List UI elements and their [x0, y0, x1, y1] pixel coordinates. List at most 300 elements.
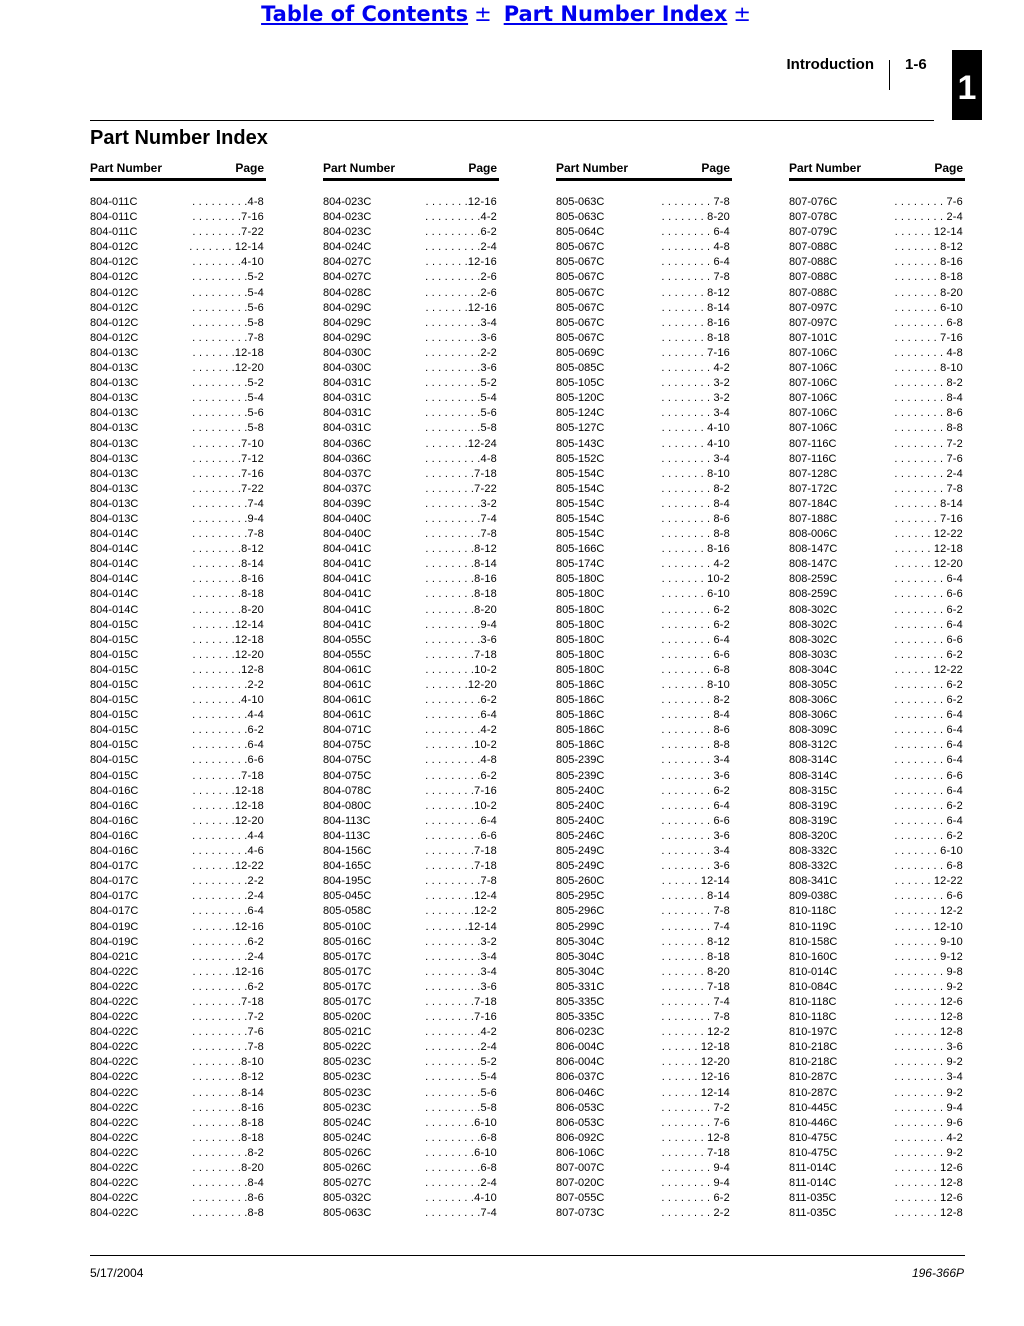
- index-entry: [90, 814, 266, 829]
- part-number: 804-015C: [90, 648, 139, 661]
- index-entry: [323, 738, 499, 753]
- page-reference: . . . . . . .12-20: [192, 814, 264, 827]
- part-number: 805-249C: [556, 845, 605, 858]
- index-entry: [323, 618, 499, 633]
- index-entry: [323, 904, 499, 919]
- index-entry: [323, 316, 499, 331]
- part-number: 805-063C: [323, 1207, 372, 1220]
- index-entry: [90, 829, 266, 844]
- index-entry: [90, 935, 266, 950]
- footer-date: 5/17/2004: [90, 1266, 144, 1280]
- part-number: 805-239C: [556, 754, 605, 767]
- index-entry: [789, 633, 965, 648]
- index-entry: [789, 316, 965, 331]
- page-reference: . . . . . . . 8-18: [894, 271, 963, 284]
- part-number: 804-022C: [90, 1041, 139, 1054]
- page-reference: . . . . . . . 12-8: [894, 1026, 963, 1039]
- part-number: 804-036C: [323, 437, 372, 450]
- page-reference: . . . . . . . . 7-4: [661, 995, 730, 1008]
- index-entry: [556, 1191, 732, 1206]
- page-reference: . . . . . . . . .5-2: [425, 377, 497, 390]
- part-number: 804-017C: [90, 860, 139, 873]
- index-entry: [90, 1040, 266, 1055]
- part-number: 804-022C: [90, 1146, 139, 1159]
- part-number: 804-016C: [90, 814, 139, 827]
- index-entry: [323, 935, 499, 950]
- index-entry: [789, 270, 965, 285]
- part-number: 807-106C: [789, 346, 838, 359]
- part-number: 804-022C: [90, 1192, 139, 1205]
- page-reference: . . . . . . . .7-22: [192, 226, 264, 239]
- index-entry: [789, 1146, 965, 1161]
- index-entry: [90, 1131, 266, 1146]
- index-entry: [789, 572, 965, 587]
- page-reference: . . . . . . . . 3-4: [661, 407, 730, 420]
- index-entry: [556, 874, 732, 889]
- page-reference: . . . . . . . . 9-6: [894, 1116, 963, 1129]
- index-entry: [556, 663, 732, 678]
- index-entry: [556, 995, 732, 1010]
- page-reference: . . . . . . . . 3-4: [661, 845, 730, 858]
- part-number: 805-331C: [556, 980, 605, 993]
- part-number: 811-035C: [789, 1207, 837, 1220]
- page-reference: . . . . . . . 8-18: [661, 950, 730, 963]
- part-number: 805-024C: [323, 1116, 372, 1129]
- index-entry: [789, 1010, 965, 1025]
- part-number: 805-023C: [323, 1086, 372, 1099]
- index-entry: [323, 603, 499, 618]
- index-entry: [789, 980, 965, 995]
- page-reference: . . . . . . . .8-12: [192, 543, 264, 556]
- index-entry: [90, 270, 266, 285]
- page-reference: . . . . . . . .7-16: [192, 211, 264, 224]
- page-reference: . . . . . . . . 3-4: [661, 452, 730, 465]
- part-number: 804-015C: [90, 709, 139, 722]
- index-entry: [556, 678, 732, 693]
- page-reference: . . . . . . . 10-2: [661, 573, 730, 586]
- toc-link[interactable]: Table of Contents: [261, 2, 469, 26]
- part-number: 805-143C: [556, 437, 605, 450]
- part-number: 804-011C: [90, 196, 138, 208]
- part-number: 805-021C: [323, 1026, 372, 1039]
- page-reference: . . . . . . . . .4-4: [192, 709, 264, 722]
- index-entry: [789, 1055, 965, 1070]
- index-entry: [556, 195, 732, 210]
- index-entry: [90, 950, 266, 965]
- index-entry: [556, 965, 732, 980]
- page-reference: . . . . . . .12-16: [192, 920, 264, 933]
- page-reference: . . . . . . . . 6-4: [661, 256, 730, 269]
- index-entry: [789, 482, 965, 497]
- part-number: 811-035C: [789, 1192, 837, 1205]
- page-header: Page: [934, 161, 963, 175]
- part-number: 804-015C: [90, 754, 139, 767]
- index-entry: [556, 648, 732, 663]
- part-number: 806-023C: [556, 1026, 605, 1039]
- page-reference: . . . . . . . . .9-4: [192, 512, 264, 525]
- index-entry: [789, 950, 965, 965]
- index-entry: [90, 497, 266, 512]
- index-entry: [90, 376, 266, 391]
- index-entry: [789, 225, 965, 240]
- page-reference: . . . . . . . . .3-6: [425, 362, 497, 375]
- page-reference: . . . . . . . .7-10: [192, 437, 264, 450]
- part-number: 804-013C: [90, 422, 139, 435]
- page-reference: . . . . . . . .7-18: [192, 995, 264, 1008]
- part-number: 805-010C: [323, 920, 372, 933]
- index-entry: [789, 618, 965, 633]
- part-number: 804-037C: [323, 482, 372, 495]
- part-number: 805-017C: [323, 995, 372, 1008]
- page-reference: . . . . . . . .8-12: [192, 1071, 264, 1084]
- index-entry: [323, 240, 499, 255]
- index-entry: [789, 920, 965, 935]
- page-reference: . . . . . . . . .6-4: [192, 905, 264, 918]
- part-number: 805-186C: [556, 679, 605, 691]
- part-number: 807-097C: [789, 316, 838, 329]
- page-reference: . . . . . . . . .4-8: [192, 196, 264, 208]
- index-entry: [789, 587, 965, 602]
- part-number: 805-017C: [323, 980, 372, 993]
- part-number: 804-013C: [90, 346, 139, 359]
- page-reference: . . . . . . . 6-10: [661, 588, 730, 601]
- part-number: 804-015C: [90, 694, 139, 707]
- index-entry: [323, 708, 499, 723]
- page-reference: . . . . . . . . .7-8: [192, 1041, 264, 1054]
- page-reference: . . . . . . . .6-10: [425, 1146, 497, 1159]
- part-number: 810-084C: [789, 980, 838, 993]
- index-entry: [90, 512, 266, 527]
- index-entry: [789, 346, 965, 361]
- part-number: 804-024C: [323, 241, 372, 254]
- index-rows: [90, 195, 266, 1221]
- index-rows: [323, 195, 499, 1221]
- page-reference: . . . . . . . . 3-6: [661, 860, 730, 873]
- index-entry: [789, 995, 965, 1010]
- index-entry: [90, 738, 266, 753]
- page-reference: . . . . . . . . 6-6: [894, 633, 963, 646]
- index-entry: [556, 1146, 732, 1161]
- part-number: 809-038C: [789, 890, 838, 903]
- index-entry: [789, 301, 965, 316]
- page-reference: . . . . . . .12-16: [425, 256, 497, 269]
- part-number: 811-014C: [789, 1177, 837, 1190]
- page-reference: . . . . . . . 12-14: [189, 241, 264, 254]
- part-number: 804-022C: [90, 1056, 139, 1069]
- page-reference: . . . . . . . . 6-4: [661, 226, 730, 239]
- page-reference: . . . . . . . . .2-2: [192, 875, 264, 888]
- page-reference: . . . . . . . .7-18: [425, 467, 497, 480]
- index-entry: [556, 527, 732, 542]
- index-rows: [556, 195, 732, 1221]
- part-number: 808-312C: [789, 739, 838, 752]
- part-number: 804-041C: [323, 603, 372, 616]
- part-number: 804-023C: [323, 226, 372, 239]
- part-number: 804-013C: [90, 467, 139, 480]
- page-reference: . . . . . . . . 8-2: [661, 482, 730, 495]
- part-number: 805-304C: [556, 965, 605, 978]
- top-navigation: [0, 0, 1024, 28]
- part-number: 805-180C: [556, 573, 605, 586]
- part-number: 804-031C: [323, 377, 372, 390]
- index-entry: [556, 482, 732, 497]
- part-number: 806-053C: [556, 1101, 605, 1114]
- index-entry: [90, 572, 266, 587]
- part-number: 804-013C: [90, 497, 139, 510]
- page-reference: . . . . . . . . .2-4: [192, 890, 264, 903]
- part-number: 804-041C: [323, 573, 372, 586]
- part-number: 805-186C: [556, 739, 605, 752]
- part-number: 807-088C: [789, 271, 838, 284]
- part-number: 804-013C: [90, 482, 139, 495]
- part-number: 805-166C: [556, 543, 605, 556]
- index-entry: [789, 769, 965, 784]
- index-entry: [323, 587, 499, 602]
- part-number: 804-014C: [90, 573, 139, 586]
- index-entry: [323, 920, 499, 935]
- page-reference: . . . . . . . 8-16: [661, 543, 730, 556]
- page-reference: . . . . . . . . .6-6: [192, 754, 264, 767]
- index-entry: [789, 1086, 965, 1101]
- index-entry: [323, 1101, 499, 1116]
- page-reference: . . . . . . . . 7-8: [661, 196, 730, 208]
- part-number: 806-004C: [556, 1056, 605, 1069]
- index-entry: [789, 738, 965, 753]
- page-reference: . . . . . . . . .7-6: [192, 1026, 264, 1039]
- index-entry: [789, 210, 965, 225]
- part-number: 804-022C: [90, 1026, 139, 1039]
- header-rule: [90, 120, 934, 121]
- part-number: 805-295C: [556, 890, 605, 903]
- page-reference: . . . . . . . 4-10: [661, 422, 730, 435]
- part-number-header: Part Number: [323, 161, 396, 175]
- part-number: 807-101C: [789, 331, 838, 344]
- index-entry: [90, 799, 266, 814]
- page-reference: . . . . . . . 8-12: [894, 241, 963, 254]
- page-reference: . . . . . . . . 8-4: [661, 709, 730, 722]
- page-reference: . . . . . . . .8-12: [425, 543, 497, 556]
- page-reference: . . . . . . . 12-6: [894, 1192, 963, 1205]
- index-entry: [789, 904, 965, 919]
- index-entry: [90, 995, 266, 1010]
- part-number: 806-092C: [556, 1131, 605, 1144]
- part-number: 805-064C: [556, 226, 605, 239]
- index-entry: [556, 633, 732, 648]
- index-entry: [323, 1176, 499, 1191]
- index-entry: [90, 1086, 266, 1101]
- page-reference: . . . . . . 12-14: [894, 226, 963, 239]
- index-entry: [90, 316, 266, 331]
- part-number: 810-287C: [789, 1071, 838, 1084]
- page-reference: . . . . . . . 8-16: [661, 316, 730, 329]
- part-number: 805-017C: [323, 965, 372, 978]
- part-number: 804-012C: [90, 271, 139, 284]
- part-number: 810-445C: [789, 1101, 838, 1114]
- page-reference: . . . . . . .12-14: [425, 920, 497, 933]
- page-reference: . . . . . . . .8-10: [192, 1056, 264, 1069]
- index-entry: [323, 950, 499, 965]
- part-number: 807-088C: [789, 256, 838, 269]
- page-reference: . . . . . . . . .5-8: [425, 422, 497, 435]
- index-entry: [90, 889, 266, 904]
- index-entry: [789, 1070, 965, 1085]
- part-number: 807-184C: [789, 497, 838, 510]
- part-number: 804-029C: [323, 301, 372, 314]
- page-reference: . . . . . . . . .6-4: [425, 814, 497, 827]
- page-reference: . . . . . . . . 6-6: [894, 890, 963, 903]
- page-reference: . . . . . . . . 6-2: [894, 799, 963, 812]
- page-reference: . . . . . . . . .5-6: [192, 301, 264, 314]
- page-reference: . . . . . . . 8-16: [894, 256, 963, 269]
- part-number: 804-014C: [90, 558, 139, 571]
- part-number: 806-046C: [556, 1086, 605, 1099]
- page-reference: . . . . . . . . .6-4: [192, 739, 264, 752]
- page-reference: . . . . . . . . .9-4: [425, 618, 497, 631]
- index-entry: [323, 784, 499, 799]
- index-entry: [90, 723, 266, 738]
- page-reference: . . . . . . . 7-16: [894, 512, 963, 525]
- page-reference: . . . . . . . . .6-2: [192, 980, 264, 993]
- part-number: 805-067C: [556, 241, 605, 254]
- part-number-header: Part Number: [90, 161, 163, 175]
- index-entry: [556, 210, 732, 225]
- index-entry: [556, 1206, 732, 1221]
- page-reference: . . . . . . . 8-10: [894, 362, 963, 375]
- index-entry: [323, 1116, 499, 1131]
- part-number: 804-028C: [323, 286, 372, 299]
- page-reference: . . . . . . . . .8-6: [192, 1192, 264, 1205]
- page-reference: . . . . . . . .8-18: [192, 1116, 264, 1129]
- part-number: 804-022C: [90, 1162, 139, 1174]
- part-number: 805-180C: [556, 648, 605, 661]
- index-entry: [323, 255, 499, 270]
- part-number: 807-188C: [789, 512, 838, 525]
- part-number: 805-304C: [556, 935, 605, 948]
- page-reference: . . . . . . .12-20: [192, 362, 264, 375]
- page-reference: . . . . . . . . .3-2: [425, 497, 497, 510]
- index-entry: [90, 1070, 266, 1085]
- page-reference: . . . . . . . . .8-8: [192, 1207, 264, 1220]
- part-number: 804-055C: [323, 633, 372, 646]
- index-entry: [789, 814, 965, 829]
- page-reference: . . . . . . . .8-18: [192, 1131, 264, 1144]
- index-entry: [789, 376, 965, 391]
- part-number: 804-013C: [90, 392, 139, 405]
- part-number: 805-063C: [556, 211, 605, 224]
- index-entry: [556, 603, 732, 618]
- index-entry: [556, 1025, 732, 1040]
- index-entry: [789, 723, 965, 738]
- part-number: 804-015C: [90, 724, 139, 737]
- page-reference: . . . . . . . . .8-4: [192, 1177, 264, 1190]
- part-number: 804-041C: [323, 558, 372, 571]
- part-number: 807-007C: [556, 1162, 605, 1174]
- part-number-index-link[interactable]: Part Number Index: [503, 2, 728, 26]
- index-entry: [789, 406, 965, 421]
- part-number: 807-106C: [789, 422, 838, 435]
- page-reference: . . . . . . . . .7-8: [192, 331, 264, 344]
- page-reference: . . . . . . . .10-2: [425, 799, 497, 812]
- part-number: 807-088C: [789, 286, 838, 299]
- index-entry: [90, 255, 266, 270]
- part-number: 804-011C: [90, 211, 138, 224]
- index-entry: [556, 437, 732, 452]
- page-reference: . . . . . . . . .3-2: [425, 935, 497, 948]
- index-entry: [789, 603, 965, 618]
- part-number: 808-314C: [789, 769, 838, 782]
- part-number: 804-037C: [323, 467, 372, 480]
- part-number: 804-113C: [323, 814, 371, 827]
- page-reference: . . . . . . . . 6-2: [894, 829, 963, 842]
- part-number-header: Part Number: [556, 161, 629, 175]
- index-entry: [90, 859, 266, 874]
- page-reference: . . . . . . . . .6-2: [425, 694, 497, 707]
- part-number: 805-120C: [556, 392, 605, 405]
- index-entry: [323, 1131, 499, 1146]
- part-number: 810-118C: [789, 905, 837, 918]
- chapter-tab: 1: [952, 50, 982, 120]
- part-number: 805-240C: [556, 814, 605, 827]
- index-entry: [323, 301, 499, 316]
- index-entry: [556, 618, 732, 633]
- index-entry: [323, 633, 499, 648]
- index-entry: [90, 240, 266, 255]
- part-number: 804-031C: [323, 392, 372, 405]
- page-reference: . . . . . . .12-22: [192, 860, 264, 873]
- part-number: 804-017C: [90, 905, 139, 918]
- part-number: 805-026C: [323, 1162, 372, 1174]
- index-entry: [556, 1010, 732, 1025]
- part-number: 807-106C: [789, 392, 838, 405]
- part-number: 808-306C: [789, 709, 838, 722]
- index-entry: [556, 708, 732, 723]
- page-reference: . . . . . . . .7-16: [425, 1011, 497, 1024]
- index-entry: [556, 950, 732, 965]
- index-entry: [789, 391, 965, 406]
- index-column-3: [556, 161, 732, 1221]
- part-number: 804-015C: [90, 739, 139, 752]
- index-entry: [90, 648, 266, 663]
- index-entry: [90, 452, 266, 467]
- index-entry: [556, 512, 732, 527]
- part-number: 804-031C: [323, 407, 372, 420]
- page-reference: . . . . . . . 8-18: [661, 331, 730, 344]
- page-reference: . . . . . . . .8-16: [192, 1101, 264, 1114]
- page-reference: . . . . . . . . 3-2: [661, 392, 730, 405]
- index-entry: [789, 361, 965, 376]
- page-reference: . . . . . . .12-18: [192, 799, 264, 812]
- page-reference: . . . . . . . . 6-4: [894, 709, 963, 722]
- page-reference: . . . . . . . . 7-8: [661, 1011, 730, 1024]
- page-reference: . . . . . . . 9-12: [894, 950, 963, 963]
- page-reference: . . . . . . . . .6-6: [425, 829, 497, 842]
- part-number: 806-037C: [556, 1071, 605, 1084]
- part-number: 805-154C: [556, 467, 605, 480]
- page-reference: . . . . . . . . 4-2: [894, 1131, 963, 1144]
- part-number: 808-147C: [789, 558, 838, 571]
- index-entry: [323, 437, 499, 452]
- index-entry: [323, 799, 499, 814]
- page-reference: . . . . . . . 4-10: [661, 437, 730, 450]
- part-number: 804-012C: [90, 256, 139, 269]
- part-number: 804-014C: [90, 603, 139, 616]
- page-reference: . . . . . . . . 8-2: [894, 377, 963, 390]
- index-entry: [90, 603, 266, 618]
- index-entry: [323, 1055, 499, 1070]
- page-reference: . . . . . . . . .8-2: [192, 1146, 264, 1159]
- page-reference: . . . . . . . . 6-4: [661, 633, 730, 646]
- index-entry: [323, 1010, 499, 1025]
